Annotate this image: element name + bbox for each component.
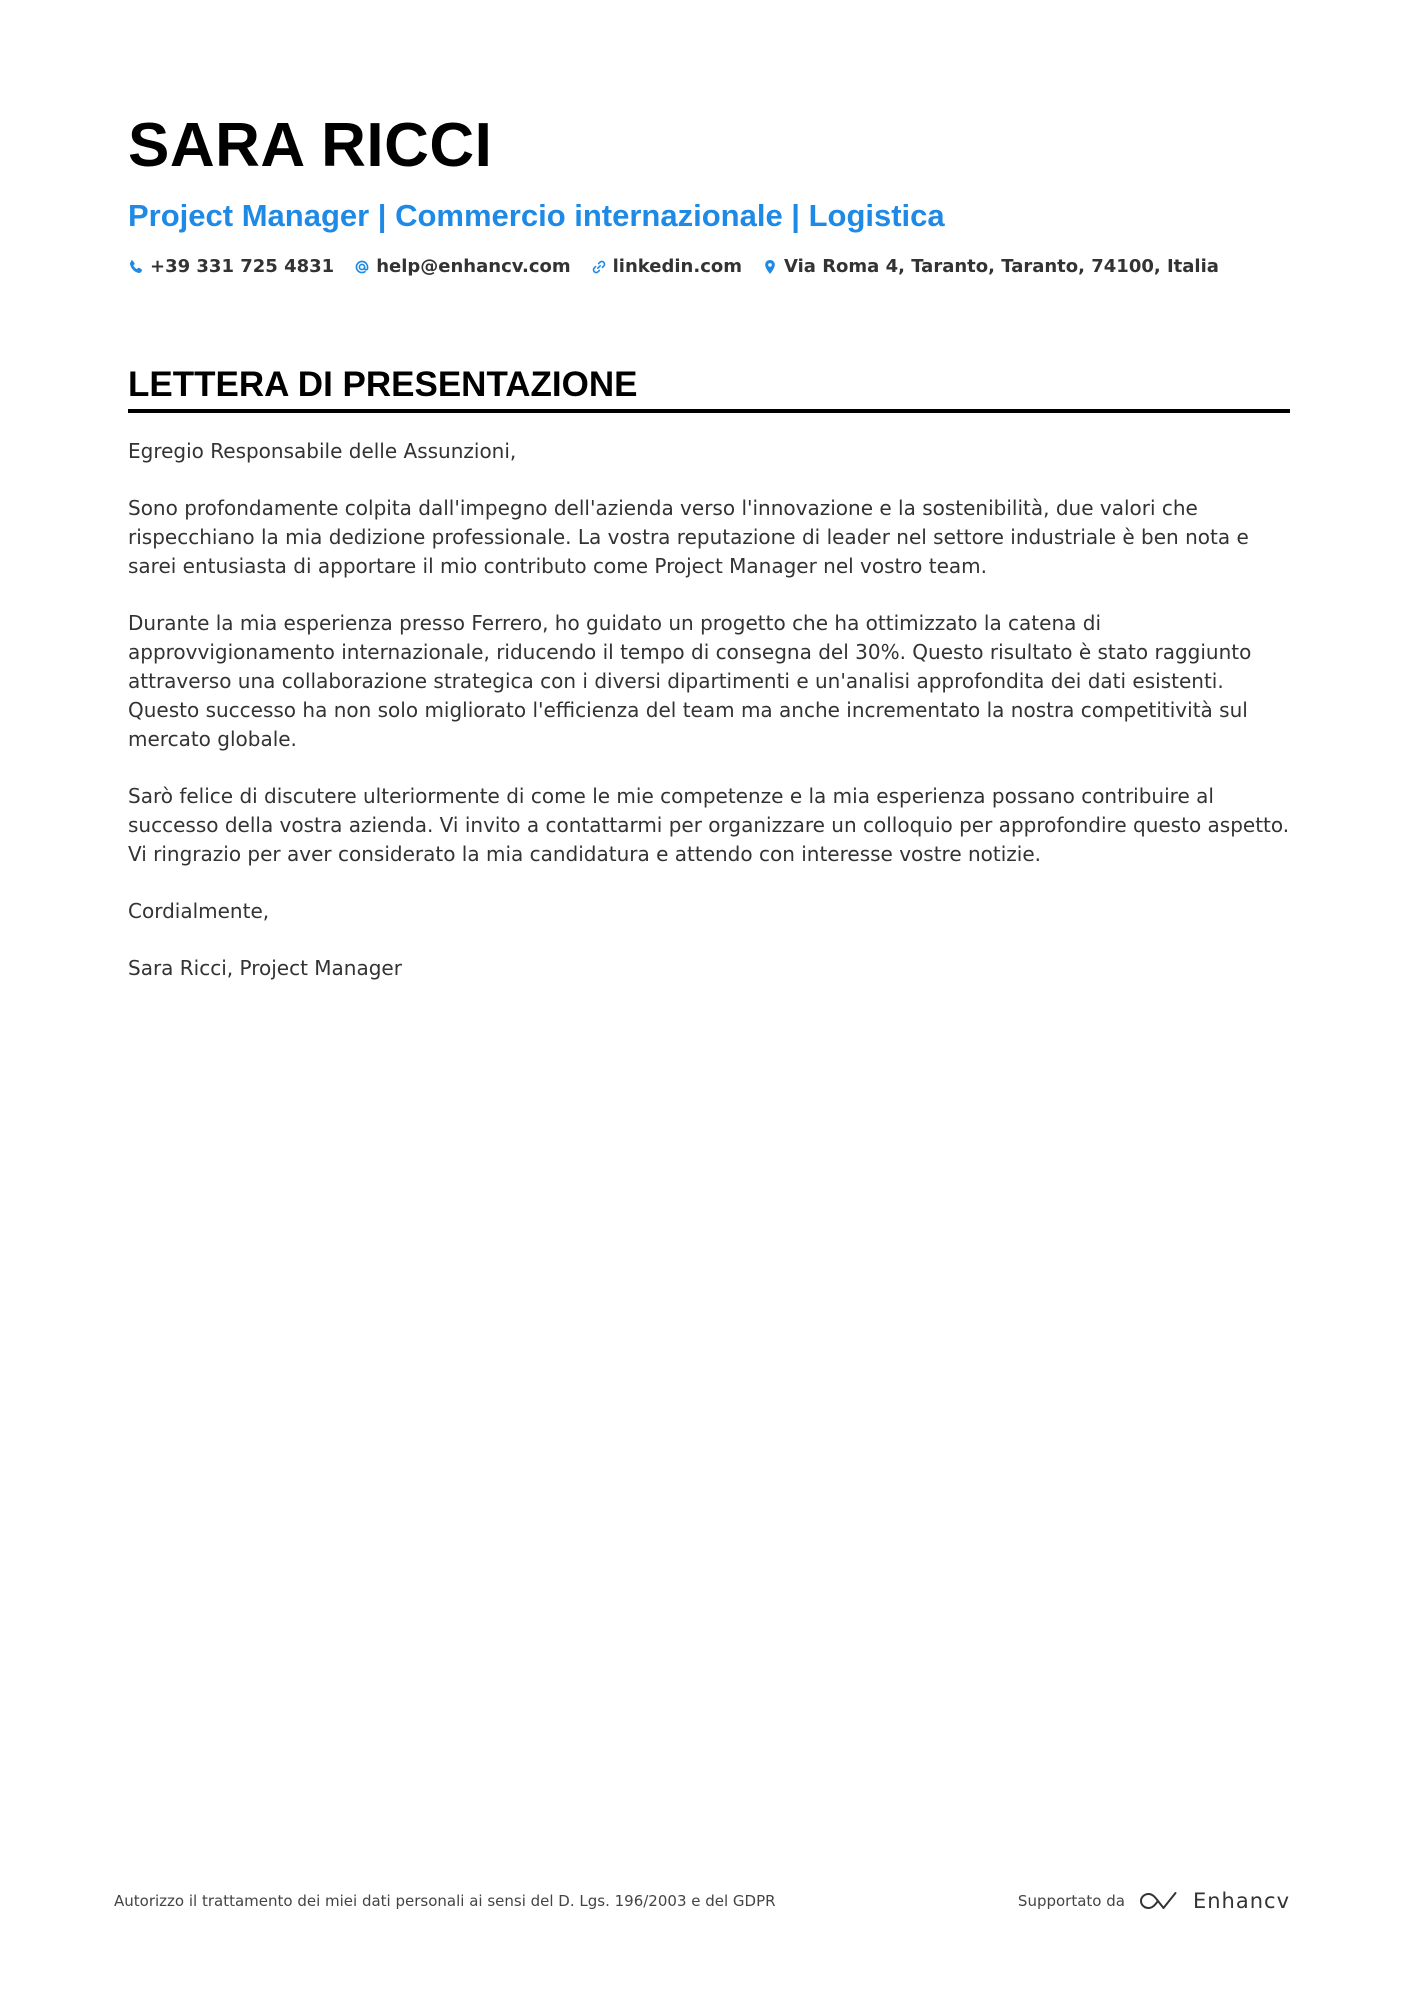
- powered-by[interactable]: [1018, 1888, 1290, 1914]
- contact-linkedin-text: linkedin.com: [612, 256, 742, 277]
- letter-signature: Sara Ricci, Project Manager: [128, 956, 402, 980]
- contact-address-text: Via Roma 4, Taranto, Taranto, 74100, Italia: [784, 256, 1219, 277]
- contact-bar: [128, 256, 1290, 277]
- powered-by-label: Supportato da: [1017, 1892, 1125, 1910]
- contact-email[interactable]: [354, 256, 570, 277]
- letter-body: [128, 437, 1290, 983]
- contact-email-text: help@enhancv.com: [376, 256, 571, 277]
- letter-paragraph-2: Durante la mia esperienza presso Ferrero, ho guidato un progetto che ha ottimizzato la catena di approvvigionamento internazionale, riducendo il tempo di consegna del 30%. Questo risultato è stato raggiunto attraverso una collaborazione strategica con i diversi dipartimenti e un'analisi approfondita dei dati esistenti. Questo successo ha non solo migliorato l'efficienza del team ma anche incrementato la nostra competitività sul mercato globale.: [128, 611, 1252, 751]
- at-icon: [354, 259, 370, 275]
- letter-greeting: Egregio Responsabile delle Assunzioni,: [128, 439, 517, 463]
- brand-name: Enhancv: [1192, 1889, 1290, 1913]
- contact-phone-text: +39 331 725 4831: [150, 256, 335, 277]
- letter-paragraph-3: Sarò felice di discutere ulteriormente di come le mie competenze e la mia esperienza possano contribuire al successo della vostra azienda. Vi invito a contattarmi per organizzare un colloquio per approfondire questo aspetto. Vi ringrazio per aver considerato la mia candidatura e attendo con interesse vostre notizie.: [128, 784, 1290, 866]
- letter-closing: Cordialmente,: [128, 899, 270, 923]
- enhancv-logo-icon: [1137, 1888, 1183, 1914]
- location-icon: [762, 259, 778, 275]
- contact-linkedin[interactable]: [591, 256, 742, 277]
- privacy-note: Autorizzo il trattamento dei miei dati personali ai sensi del D. Lgs. 196/2003 e del GDPR: [114, 1892, 776, 1910]
- candidate-name: SARA RICCI: [128, 111, 493, 180]
- phone-icon: [128, 259, 144, 275]
- link-icon: [591, 259, 607, 275]
- contact-address: [762, 256, 1219, 277]
- page-footer: [114, 1888, 1290, 1914]
- contact-phone[interactable]: [128, 256, 334, 277]
- candidate-headline: Project Manager | Commercio internazionale | Logistica: [128, 198, 945, 233]
- cover-letter-page: [128, 108, 1290, 1011]
- letter-paragraph-1: Sono profondamente colpita dall'impegno dell'azienda verso l'innovazione e la sostenibilità, due valori che rispecchiano la mia dedizione professionale. La vostra reputazione di leader nel settore industriale è ben nota e sarei entusiasta di apportare il mio contributo come Project Manager nel vostro team.: [128, 496, 1249, 578]
- section-title: LETTERA DI PRESENTAZIONE: [128, 363, 1290, 413]
